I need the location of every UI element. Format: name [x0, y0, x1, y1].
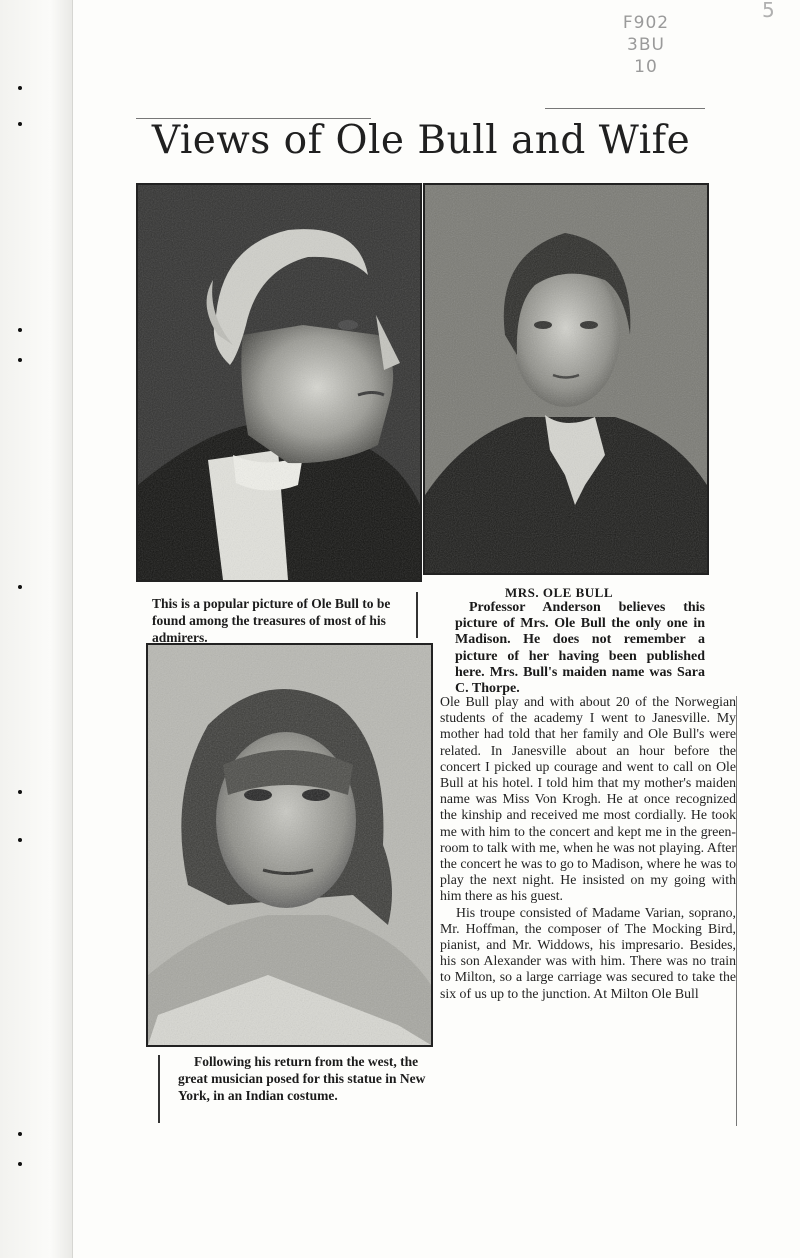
margin-mark [18, 585, 22, 589]
caption-rule [158, 1055, 160, 1123]
ole-bull-statue-image [148, 645, 431, 1045]
handwritten-catalog-note: F902 3BU 10 [622, 13, 670, 77]
margin-mark [18, 358, 22, 362]
margin-mark [18, 1132, 22, 1136]
page-number: 5 [762, 0, 775, 22]
margin-mark [18, 1162, 22, 1166]
margin-mark [18, 790, 22, 794]
margin-mark [18, 838, 22, 842]
caption-profile-photo: This is a popular picture of Ole Bull to be found among the treasures of most of his admirers. [152, 596, 391, 645]
mrs-ole-bull-heading: MRS. OLE BULL [505, 585, 613, 600]
mrs-ole-bull-caption: Professor Anderson believes this picture of Mrs. Ole Bull the only one in Madison. He does not remember a picture of her having been published here. Mrs. Bull's maiden name was Sara C. Thorpe. [455, 600, 705, 697]
mrs-ole-bull-image [425, 185, 707, 573]
ole-bull-statue-photo [146, 643, 433, 1047]
ole-bull-profile-photo [136, 183, 422, 582]
article-paragraph: Ole Bull play and with about 20 of the Norwegian students of the academy I went to Janesville. My mother had told that her family and Ole Bull's were related. In Janesville about an hour before the concert I picked up courage and went to call on Ole Bull at his hotel. I told him that my mother's maiden name was Miss Von Krogh. He at once recognized the kinship and received me most cordially. He took me with him to the concert and kept me in the green-room to talk with me, when he was not playing. After the concert he was to go to Madison, where he was to play the next night. He insisted on my going with him there as his guest. [440, 694, 736, 904]
clipping-edge [736, 696, 737, 1126]
ole-bull-profile-image [138, 185, 420, 580]
margin-mark [18, 122, 22, 126]
headline: Views of Ole Bull and Wife [151, 118, 691, 163]
margin-mark [18, 86, 22, 90]
article-paragraph: His troupe consisted of Madame Varian, soprano, Mr. Hoffman, the composer of The Mocking Bird, pianist, and Mr. Widdows, his impresario. Besides, his son Alexander was with him. There was no train to Milton, so a large carriage was secured to take the six of us up to the junction. At Milton Ole Bull [440, 904, 736, 1001]
caption-statue-photo: Following his return from the west, the great musician posed for this statue in New York, in an Indian costume. [178, 1054, 426, 1103]
column-rule [416, 592, 418, 638]
article-text-column [440, 694, 736, 1002]
mrs-ole-bull-photo [423, 183, 709, 575]
scrapbook-binding-strip [0, 0, 73, 1258]
margin-mark [18, 328, 22, 332]
top-rule-right [545, 108, 705, 109]
